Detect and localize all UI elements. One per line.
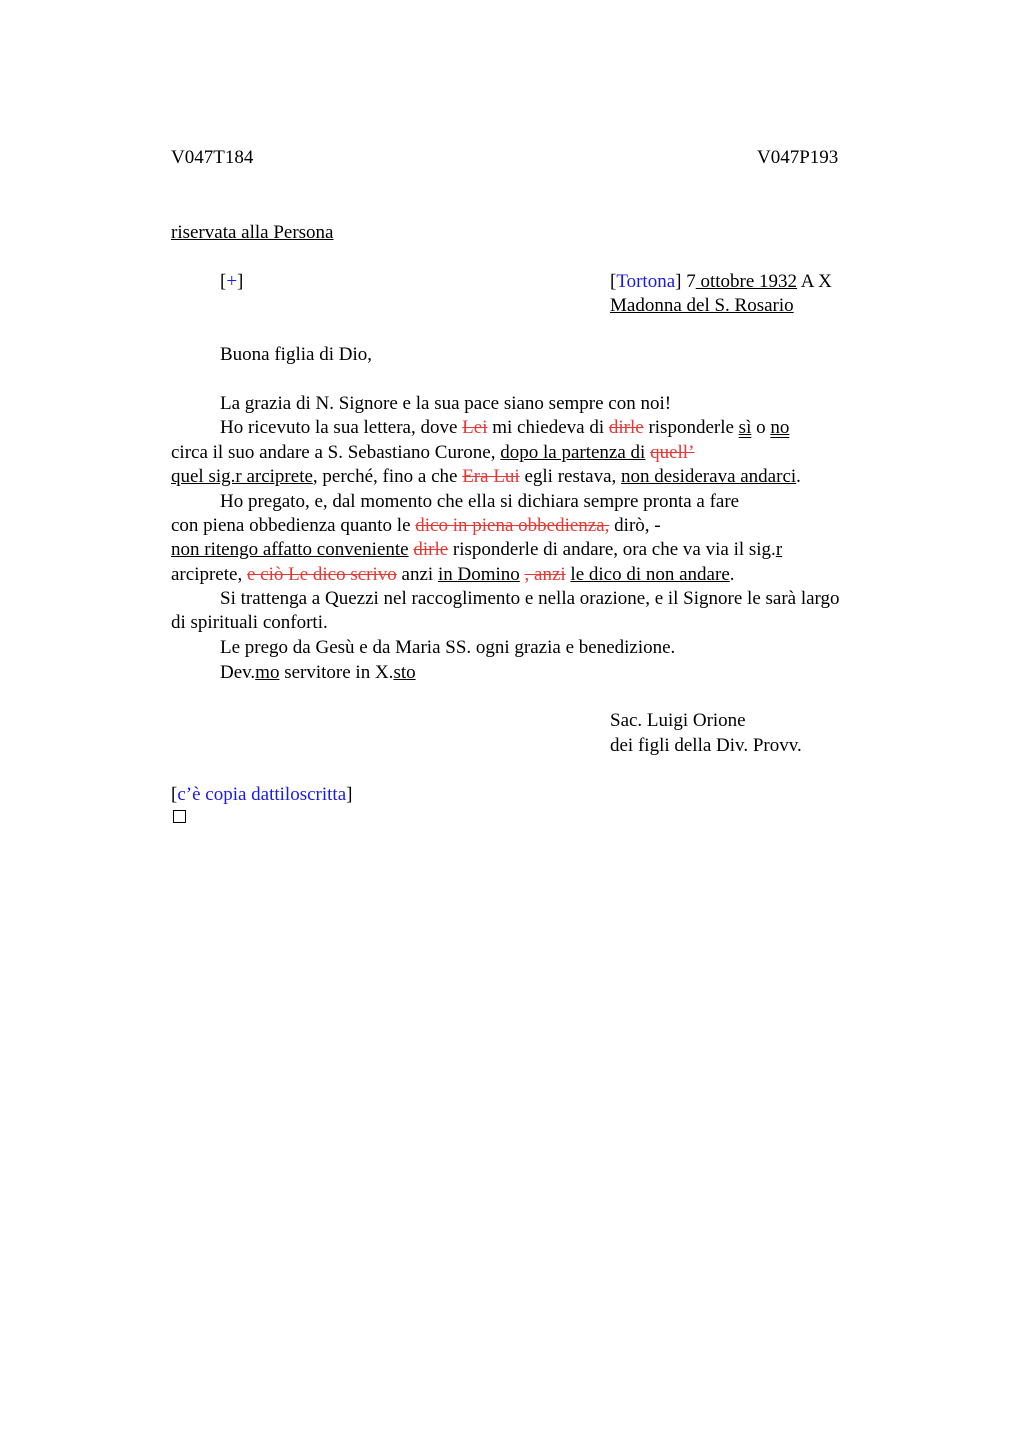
body-line-2: Ho ricevuto la sua lettera, dove Lei mi chiedeva di dirle risponderle sì o no bbox=[220, 417, 790, 438]
header-right-code: V047P193 bbox=[757, 147, 839, 168]
signature-name: Sac. Luigi Orione bbox=[610, 710, 746, 731]
body-line-11: Le prego da Gesù e da Maria SS. ogni grazia e benedizione. bbox=[220, 637, 676, 658]
salutation: Buona figlia di Dio, bbox=[220, 344, 372, 365]
deletion: dirle bbox=[608, 417, 644, 438]
feast-line: Madonna del S. Rosario bbox=[610, 295, 794, 316]
copy-note: [c’è copia dattiloscritta] bbox=[171, 784, 353, 805]
body-line-7: non ritengo affatto conveniente dirle risponderle di andare, ora che va via il sig.r bbox=[171, 539, 783, 560]
body-line-10: di spirituali conforti. bbox=[171, 612, 328, 633]
place-name: Tortona bbox=[616, 271, 676, 292]
reserved-note: riservata alla Persona bbox=[171, 222, 334, 243]
deletion: dico in piena obbedienza, bbox=[415, 515, 610, 536]
empty-box-icon bbox=[173, 810, 186, 823]
deletion: Era Lui bbox=[462, 466, 520, 487]
deletion: quell’ bbox=[650, 442, 695, 463]
date-line: [Tortona] 7 ottobre 1932 A X bbox=[610, 271, 832, 292]
body-line-1: La grazia di N. Signore e la sua pace siano sempre con noi! bbox=[220, 393, 672, 414]
deletion: Lei bbox=[462, 417, 488, 438]
body-line-9: Si trattenga a Quezzi nel raccoglimento e nella orazione, e il Signore le sarà largo bbox=[220, 588, 840, 609]
closing-line: Dev.mo servitore in X.sto bbox=[220, 662, 416, 683]
body-line-3: circa il suo andare a S. Sebastiano Curone, dopo la partenza di quell’ bbox=[171, 442, 695, 463]
header-left-code: V047T184 bbox=[171, 147, 254, 168]
cross-mark: [+] bbox=[220, 271, 244, 292]
deletion: , anzi bbox=[524, 564, 566, 585]
deletion: e ciò Le dico scrivo bbox=[246, 564, 397, 585]
signature-title: dei figli della Div. Provv. bbox=[610, 735, 802, 756]
body-line-8: arciprete, e ciò Le dico scrivo anzi in Domino , anzi le dico di non andare. bbox=[171, 564, 735, 585]
body-line-5: Ho pregato, e, dal momento che ella si dichiara sempre pronta a fare bbox=[220, 491, 740, 512]
body-line-6: con piena obbedienza quanto le dico in piena obbedienza, dirò, - bbox=[171, 515, 661, 536]
deletion: dirle bbox=[413, 539, 449, 560]
body-line-4: quel sig.r arciprete, perché, fino a che Era Lui egli restava, non desiderava andarci. bbox=[171, 466, 801, 487]
